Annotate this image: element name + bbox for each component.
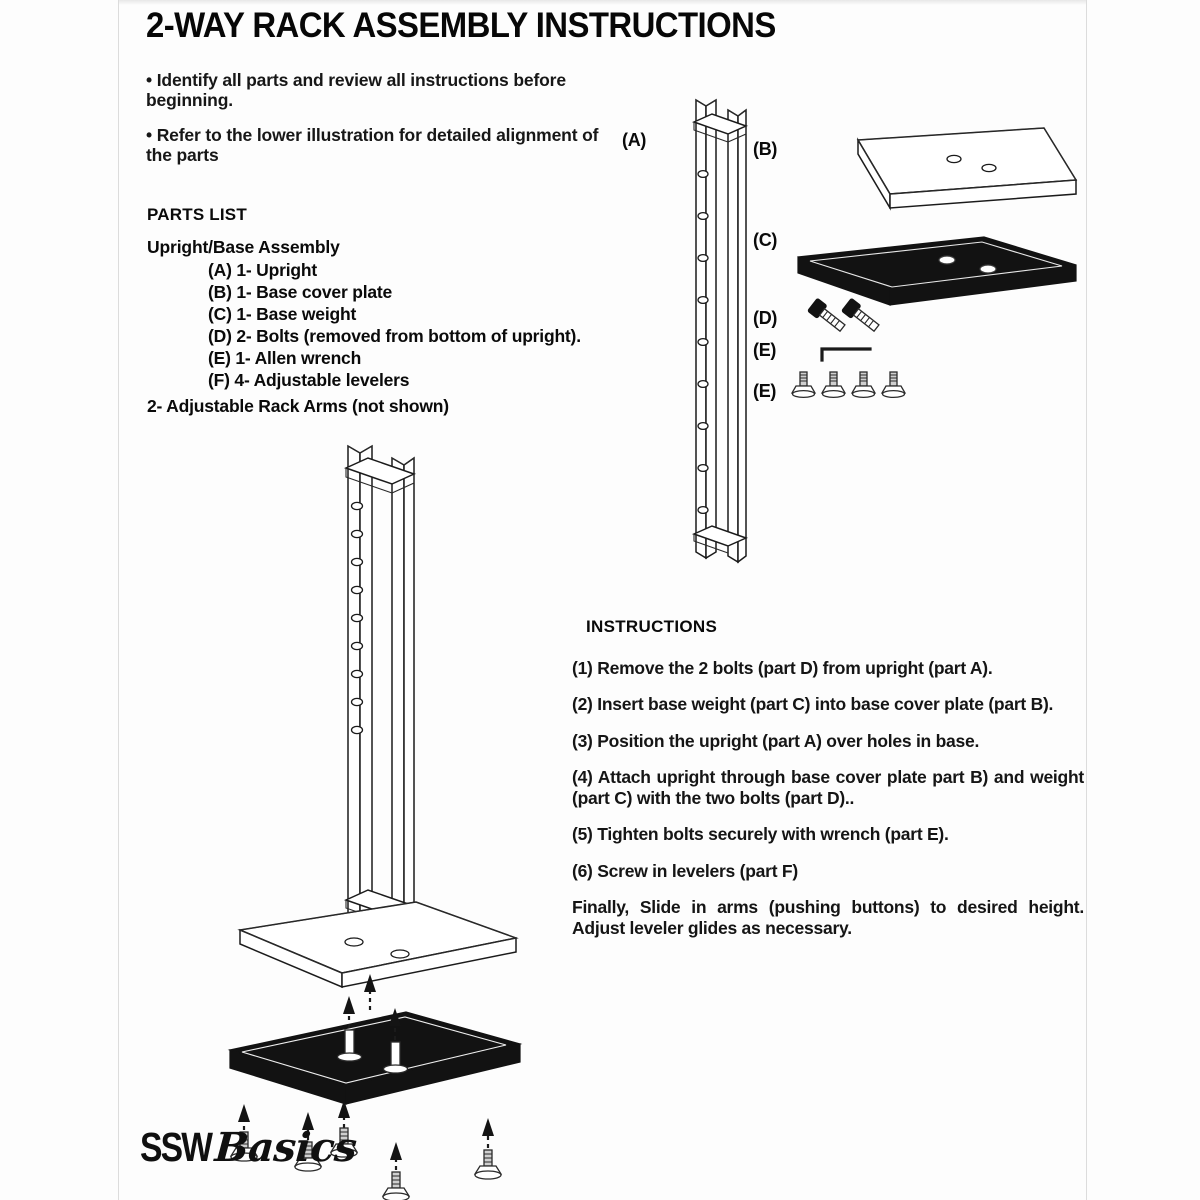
parts-list-items [208,259,581,391]
assembly-base-cover-plate [240,902,516,987]
levelers-row-drawing [795,370,925,406]
instruction-step-5: (5) Tighten bolts securely with wrench (part E). [572,824,949,845]
allen-wrench-drawing [818,340,888,370]
label-upright-a: (A) [622,130,647,150]
upright-part-drawing [650,82,760,572]
instruction-step-4: (4) Attach upright through base cover plate part B) and weight (part C) with the two bolts (part D).. [572,767,1084,808]
lower-assembly-illustration [220,430,560,1200]
bolts-drawing [800,298,920,346]
label-bolts-d: (D) [753,308,778,328]
logo-ssw-mark: SSW [140,1124,212,1170]
label-base-weight-c: (C) [753,230,778,250]
page-edge-right [1086,0,1087,1200]
parts-item-d: (D) 2- Bolts (removed from bottom of upright). [208,326,581,347]
leveler-glide-icon [852,372,875,397]
parts-list-note: 2- Adjustable Rack Arms (not shown) [147,396,449,416]
parts-item-b: (B) 1- Base cover plate [208,282,393,303]
label-base-cover-plate-b: (B) [753,139,778,159]
page-edge-left [118,0,119,1200]
parts-item-f: (F) 4- Adjustable levelers [208,370,410,391]
instruction-final-note: Finally, Slide in arms (pushing buttons) to desired height. Adjust leveler glides as necessary. [572,897,1084,938]
instruction-step-2: (2) Insert base weight (part C) into base cover plate (part B). [572,694,1054,715]
assembly-upright [346,446,414,943]
instruction-step-1: (1) Remove the 2 bolts (part D) from upright (part A). [572,658,993,678]
parts-item-c: (C) 1- Base weight [208,304,357,325]
parts-item-a: (A) 1- Upright [208,260,317,280]
page-top-shadow [119,0,1086,5]
label-allen-wrench-e: (E) [753,340,777,360]
ssw-basics-logo [140,1124,356,1171]
leveler-glide-icon [792,372,815,397]
logo-basics-word: Basics [213,1124,358,1171]
leveler-glide-icon [882,372,905,397]
instruction-step-3: (3) Position the upright (part A) over holes in base. [572,730,980,751]
page-title: 2-WAY RACK ASSEMBLY INSTRUCTIONS [146,6,776,45]
intro-bullets [146,70,606,179]
instructions-heading: INSTRUCTIONS [586,617,718,636]
base-cover-plate-drawing [786,118,1086,228]
label-levelers-e: (E) [753,381,777,401]
leveler-glide-icon [822,372,845,397]
instruction-step-6: (6) Screw in levelers (part F) [572,860,798,881]
parts-list-heading: PARTS LIST [147,205,247,224]
parts-item-e: (E) 1- Allen wrench [208,348,362,369]
parts-list-subheading: Upright/Base Assembly [147,237,340,257]
instructions-list [572,658,1084,938]
intro-bullet-1: • Identify all parts and review all instructions before beginning. [146,70,566,111]
assembly-base-weight [230,1012,520,1104]
intro-bullet-2: • Refer to the lower illustration for detailed alignment of the parts [146,124,599,165]
